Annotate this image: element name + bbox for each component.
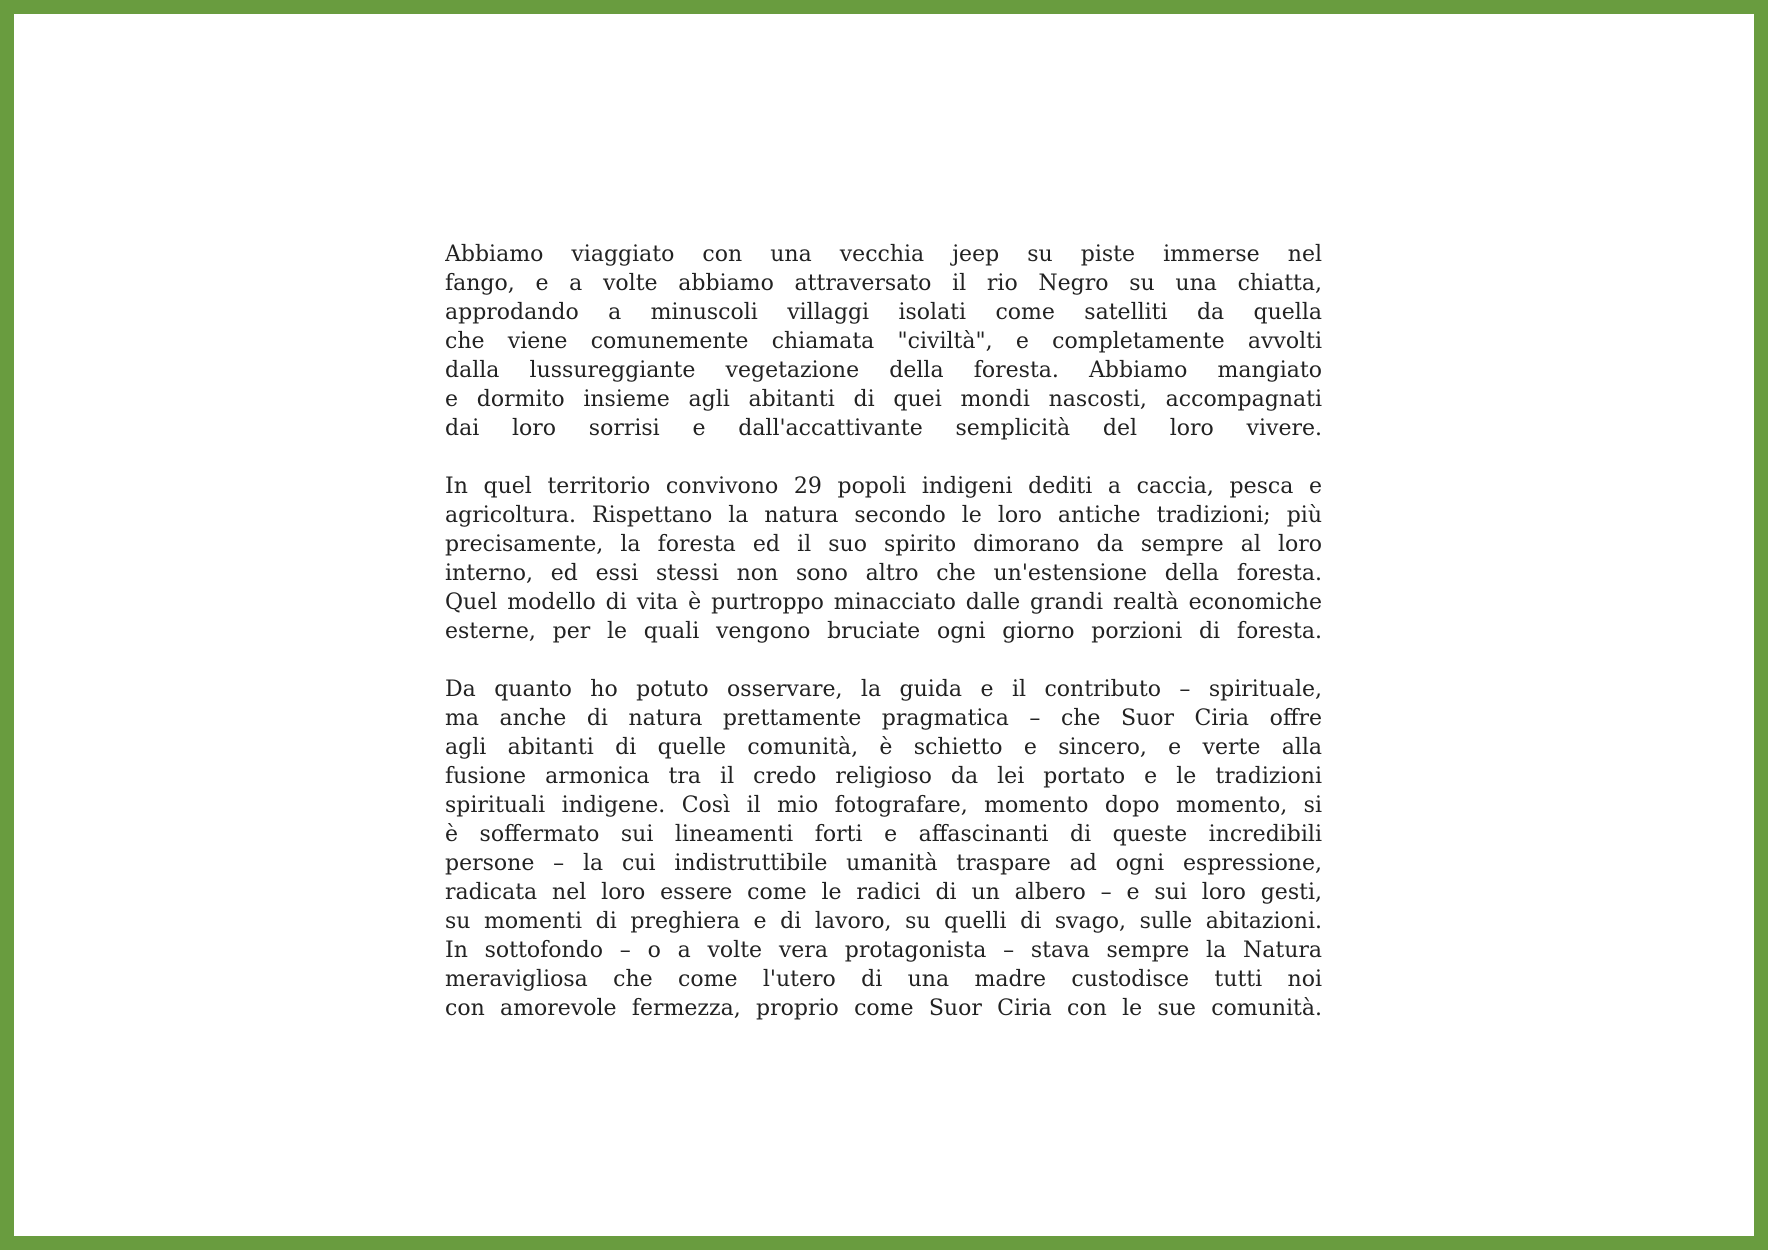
text-line: è soffermato sui lineamenti forti e affascinanti di queste incredibili bbox=[445, 822, 1322, 847]
text-line: persone – la cui indistruttibile umanità traspare ad ogni espressione, bbox=[445, 851, 1322, 876]
paragraph-1 bbox=[445, 240, 1322, 443]
text-line: approdando a minuscoli villaggi isolati come satelliti da quella bbox=[445, 300, 1322, 325]
text-block bbox=[445, 240, 1322, 1052]
text-line: con amorevole fermezza, proprio come Suor Ciria con le sue comunità. bbox=[445, 996, 1322, 1021]
text-line: interno, ed essi stessi non sono altro che un'estensione della foresta. bbox=[445, 561, 1322, 586]
text-line: dalla lussureggiante vegetazione della foresta. Abbiamo mangiato bbox=[445, 358, 1322, 383]
text-line: meravigliosa che come l'utero di una madre custodisce tutti noi bbox=[445, 967, 1322, 992]
paragraph-2 bbox=[445, 472, 1322, 646]
text-line: agli abitanti di quelle comunità, è schietto e sincero, e verte alla bbox=[445, 735, 1322, 760]
text-line: In quel territorio convivono 29 popoli indigeni dediti a caccia, pesca e bbox=[445, 474, 1322, 499]
text-line: In sottofondo – o a volte vera protagonista – stava sempre la Natura bbox=[445, 938, 1322, 963]
paragraph-3 bbox=[445, 675, 1322, 1023]
text-line: precisamente, la foresta ed il suo spirito dimorano da sempre al loro bbox=[445, 532, 1322, 557]
text-line: fango, e a volte abbiamo attraversato il rio Negro su una chiatta, bbox=[445, 271, 1322, 296]
text-line: esterne, per le quali vengono bruciate ogni giorno porzioni di foresta. bbox=[445, 619, 1322, 644]
text-line: ma anche di natura prettamente pragmatica – che Suor Ciria offre bbox=[445, 706, 1322, 731]
text-line: fusione armonica tra il credo religioso da lei portato e le tradizioni bbox=[445, 764, 1322, 789]
text-line: e dormito insieme agli abitanti di quei mondi nascosti, accompagnati bbox=[445, 387, 1322, 412]
text-line: su momenti di preghiera e di lavoro, su quelli di svago, sulle abitazioni. bbox=[445, 909, 1322, 934]
text-line: spirituali indigene. Così il mio fotografare, momento dopo momento, si bbox=[445, 793, 1322, 818]
text-line: dai loro sorrisi e dall'accattivante semplicità del loro vivere. bbox=[445, 416, 1322, 441]
text-line: agricoltura. Rispettano la natura secondo le loro antiche tradizioni; più bbox=[445, 503, 1322, 528]
text-line: Quel modello di vita è purtroppo minacciato dalle grandi realtà economiche bbox=[445, 590, 1322, 615]
text-line: che viene comunemente chiamata "civiltà", e completamente avvolti bbox=[445, 329, 1322, 354]
text-line: radicata nel loro essere come le radici di un albero – e sui loro gesti, bbox=[445, 880, 1322, 905]
text-line: Da quanto ho potuto osservare, la guida e il contributo – spirituale, bbox=[445, 677, 1322, 702]
text-line: Abbiamo viaggiato con una vecchia jeep su piste immerse nel bbox=[445, 242, 1322, 267]
